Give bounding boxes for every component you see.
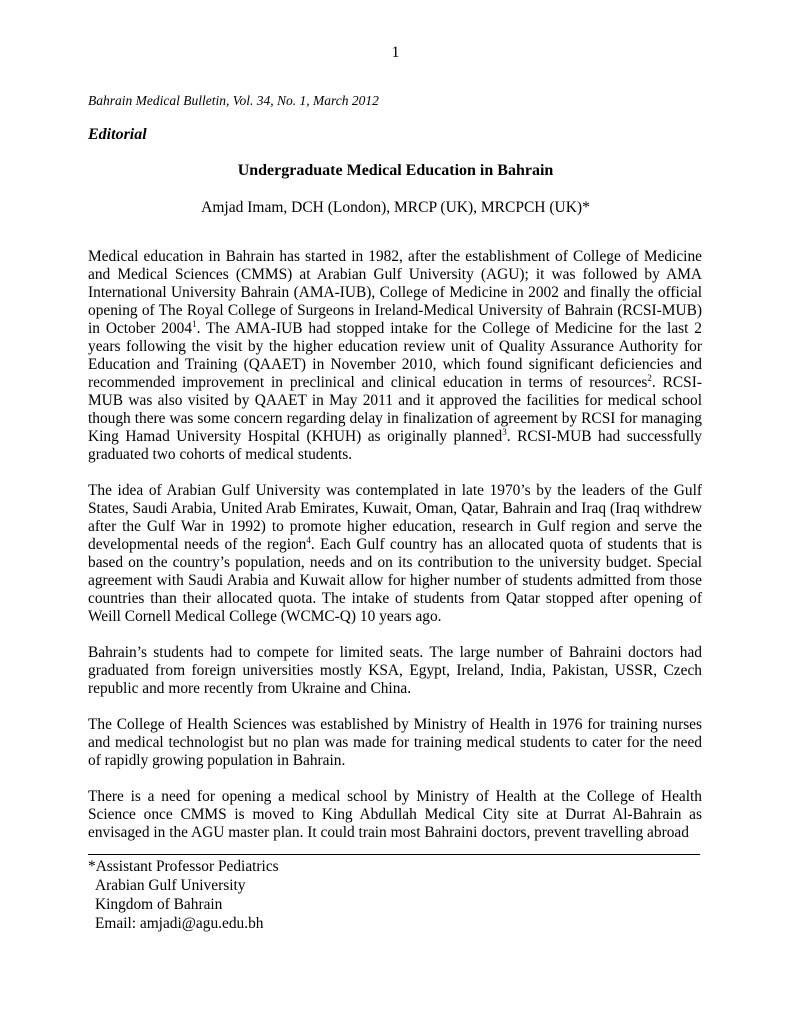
citation-marker: 2 [647, 373, 652, 383]
author-footnote [88, 857, 279, 933]
footnote-institution: Arabian Gulf University [95, 877, 246, 894]
paragraph-text: . RCSI-MUB had successfully graduated two cohorts of medical students. [88, 428, 702, 463]
paragraph-text: The idea of Arabian Gulf University was contemplated in late 1970’s by the leaders of the Gulf States, Saudi Arabia, United Arab Emirates, Kuwait, Oman, Qatar, Bahrain and Iraq (Iraq withdrew after the Gulf War in 1992) to promote higher education, research in Gulf region and serve the developmental needs of the region [88, 482, 702, 553]
body-paragraph [88, 644, 702, 698]
article-body [88, 248, 702, 860]
body-paragraph [88, 788, 702, 842]
footnote-divider [88, 854, 700, 855]
paragraph-text: . The AMA-IUB had stopped intake for the College of Medicine for the last 2 years following the visit by the higher education review unit of Quality Assurance Authority for Education and Training (QAAET) in November 2010, which found significant deficiencies and recommended improvement in preclinical and clinical education in terms of resources [88, 320, 702, 391]
paragraph-text: Bahrain’s students had to compete for limited seats. The large number of Bahraini doctors had graduated from foreign universities mostly KSA, Egypt, Ireland, India, Pakistan, USSR, Czech republic and more recently from Ukraine and China. [88, 644, 702, 697]
paragraph-text: The College of Health Sciences was established by Ministry of Health in 1976 for training nurses and medical technologist but no plan was made for training medical students to cater for the need of rapidly growing population in Bahrain. [88, 716, 702, 769]
body-paragraph [88, 716, 702, 770]
body-paragraph [88, 248, 702, 464]
author-line: Amjad Imam, DCH (London), MRCP (UK), MRCPCH (UK)* [201, 199, 590, 216]
section-label: Editorial [88, 126, 147, 143]
paragraph-text: . RCSI-MUB was also visited by QAAET in May 2011 and it approved the facilities for medical school though there was some concern regarding delay in finalization of agreement by RCSI for managing King Hamad University Hospital (KHUH) as originally planned [88, 374, 702, 445]
citation-marker: 1 [192, 319, 197, 329]
paragraph-text: There is a need for opening a medical school by Ministry of Health at the College of Health Science once CMMS is moved to King Abdullah Medical City site at Durrat Al-Bahrain as envisaged in the AGU master plan. It could train most Bahraini doctors, prevent travelling abroad [88, 788, 702, 841]
footnote-affiliation-title: *Assistant Professor Pediatrics [88, 858, 279, 875]
paragraph-text: . Each Gulf country has an allocated quota of students that is based on the country’s population, needs and on its contribution to the university budget. Special agreement with Saudi Arabia and Kuwait allow for higher number of students admitted from those countries than their allocated quota. The intake of students from Qatar stopped after opening of Weill Cornell Medical College (WCMC-Q) 10 years ago. [88, 536, 702, 625]
running-head: Bahrain Medical Bulletin, Vol. 34, No. 1, March 2012 [88, 93, 379, 108]
paragraph-text: Medical education in Bahrain has started in 1982, after the establishment of College of Medicine and Medical Sciences (CMMS) at Arabian Gulf University (AGU); it was followed by AMA International University Bahrain (AMA-IUB), College of Medicine in 2002 and finally the official opening of The Royal College of Surgeons in Ireland-Medical University of Bahrain (RCSI-MUB) in October 2004 [88, 248, 702, 337]
citation-marker: 4 [306, 535, 311, 545]
article-title: Undergraduate Medical Education in Bahrain [237, 162, 554, 179]
body-paragraph [88, 482, 702, 626]
footnote-country: Kingdom of Bahrain [95, 896, 223, 913]
citation-marker: 3 [502, 427, 507, 437]
footnote-email: Email: amjadi@agu.edu.bh [95, 915, 264, 932]
page-number: 1 [391, 44, 400, 61]
